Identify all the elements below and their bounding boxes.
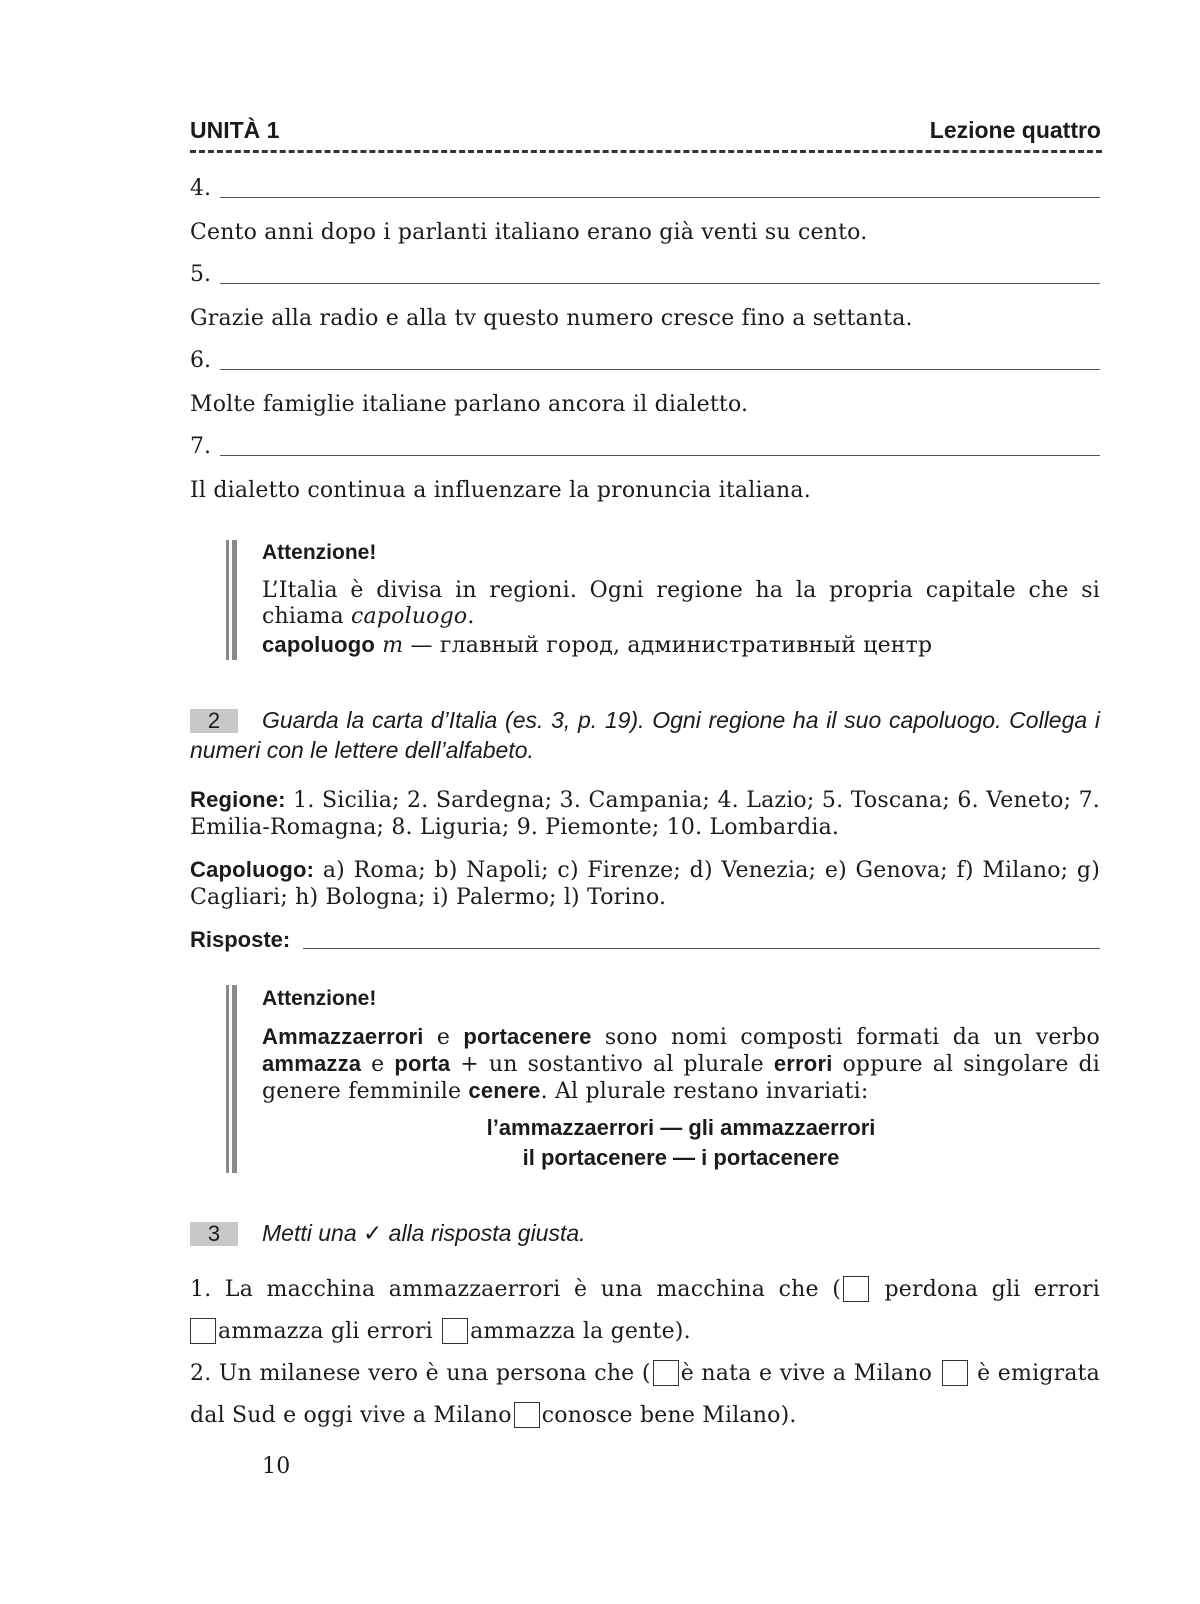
answer-line-5[interactable] [220,283,1100,284]
lesson-title: Lezione quattro [929,117,1101,143]
item-5-number: 5. [190,262,211,287]
item-5-sentence: Grazie alla radio e alla tv questo numero cresce fino a settanta. [190,306,913,331]
regione-list: Regione: 1. Sicilia; 2. Sardegna; 3. Campania; 4. Lazio; 5. Toscana; 6. Veneto; 7. Emilia-Romagna; 8. Liguria; 9. Piemonte; 10. Lombardia. [190,787,1100,840]
question-2-line-1: 2. Un milanese vero è una persona che ( è nata e vive a Milano è emigrata [190,1361,1100,1386]
note-1-text: L’Italia è divisa in regioni. Ogni regione ha la propria capitale che si chiama capoluogo. [262,578,1100,629]
risposte-answer-line[interactable] [303,948,1100,949]
item-4-sentence: Cento anni dopo i parlanti italiano erano già venti su cento. [190,220,868,245]
exercise-3-badge: 3 [190,1222,238,1246]
exercise-2-instruction: Guarda la carta d’Italia (es. 3, p. 19). Ogni regione ha il suo capoluogo. Collega i numeri con le lettere dell’alfabeto. [190,707,1100,763]
item-6-number: 6. [190,348,211,373]
note-2-bar [226,985,236,1173]
question-2-line-2: dal Sud e oggi vive a Milano conosce bene Milano). [190,1403,797,1428]
answer-line-4[interactable] [220,197,1100,198]
example-portacenere: il portacenere — i portacenere [522,1145,840,1170]
example-ammazzaerrori: l’ammazzaerrori — gli ammazzaerrori [486,1115,876,1140]
note-1-definition: capoluogo m — главный город, административный центр [262,632,933,658]
risposte-label: Risposte: [190,927,291,952]
unit-label: UNITÀ 1 [190,117,280,143]
page-number: 10 [262,1454,291,1479]
exercise-3-instruction: Metti una ✓ alla risposta giusta. [262,1220,586,1246]
header-divider [190,150,1102,153]
q2-checkbox-conosce[interactable] [514,1402,540,1428]
item-7-sentence: Il dialetto continua a influenzare la pronuncia italiana. [190,478,811,503]
q1-checkbox-perdona[interactable] [843,1276,869,1302]
q2-checkbox-emigrata[interactable] [942,1360,968,1386]
note-1-bar [226,540,236,660]
exercise-2-badge: 2 [190,709,238,733]
answer-line-7[interactable] [220,455,1100,456]
note-2-text: Ammazzaerrori e portacenere sono nomi composti formati da un verbo ammazza e porta + un sostantivo al plurale errori oppure al singolare di genere femminile cenere. Al plurale restano invariati: [262,1024,1100,1104]
item-4-number: 4. [190,176,211,201]
item-7-number: 7. [190,434,211,459]
item-6-sentence: Molte famiglie italiane parlano ancora il dialetto. [190,392,749,417]
note-2-title: Attenzione! [262,987,377,1010]
question-1-line-2: ammazza gli errori ammazza la gente). [190,1311,691,1353]
question-1-line-1: 1. La macchina ammazzaerrori è una macchina che ( perdona gli errori [190,1277,1100,1302]
q2-checkbox-nata-milano[interactable] [653,1360,679,1386]
q1-checkbox-ammazza-errori[interactable] [190,1318,216,1344]
capoluogo-list: Capoluogo: a) Roma; b) Napoli; c) Firenze; d) Venezia; e) Genova; f) Milano; g) Cagliari; h) Bologna; i) Palermo; l) Torino. [190,857,1100,910]
note-1-title: Attenzione! [262,541,377,564]
answer-line-6[interactable] [220,369,1100,370]
q1-checkbox-ammazza-gente[interactable] [442,1318,468,1344]
